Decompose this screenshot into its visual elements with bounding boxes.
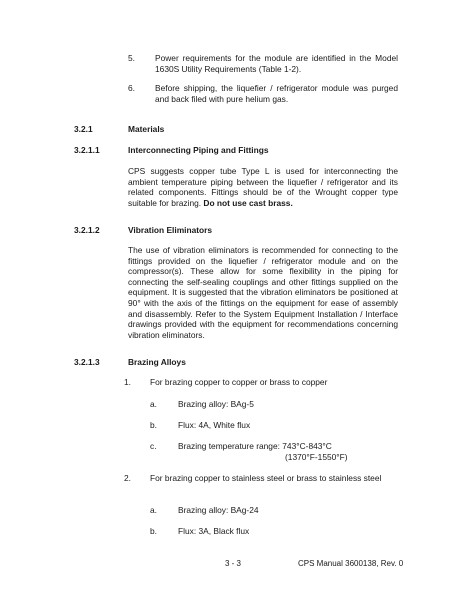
list-number: 1. xyxy=(124,377,131,387)
sub-item-text-continued: (1370°F-1550°F) xyxy=(285,452,348,462)
section-paragraph xyxy=(128,166,398,208)
section-number: 3.2.1 xyxy=(74,124,93,134)
section-paragraph: The use of vibration eliminators is recommended for connecting to the fittings provided on the liquefier / refrigerator module and on the compressor(s). These allow for some flexibility in the piping for connecting the self-sealing couplings and other fittings supplied on the equipment. It is suggested that the vibration eliminators be positioned at 90° with the axis of the fittings on the equipment for ease of assembly and disassembly. Refer to the System Equipment Installation / Interface drawings provided with the equipment for recommendations concerning vibration eliminators. xyxy=(128,245,398,340)
warning-text: Do not use cast brass. xyxy=(203,197,293,208)
sub-item-text: Flux: 4A, White flux xyxy=(178,420,251,430)
section-title: Interconnecting Piping and Fittings xyxy=(128,145,269,155)
sub-item-letter: a. xyxy=(150,399,157,409)
sub-item-letter: b. xyxy=(150,420,157,430)
section-number: 3.2.1.1 xyxy=(74,145,100,155)
sub-item-text: Brazing alloy: BAg-24 xyxy=(178,505,259,515)
section-number: 3.2.1.3 xyxy=(74,357,100,367)
sub-item-text: Brazing alloy: BAg-5 xyxy=(178,399,254,409)
manual-reference: CPS Manual 3600138, Rev. 0 xyxy=(298,559,404,568)
sub-item-letter: c. xyxy=(150,441,157,451)
sub-item-text: Flux: 3A, Black flux xyxy=(178,526,250,536)
list-item-text: Power requirements for the module are identified in the Model 1630S Utility Requirements (Table 1-2). xyxy=(155,53,398,74)
sub-item-letter: b. xyxy=(150,526,157,536)
list-number: 5. xyxy=(128,53,135,63)
list-number: 6. xyxy=(128,83,135,93)
list-number: 2. xyxy=(124,473,131,483)
section-title: Brazing Alloys xyxy=(128,357,186,367)
list-item-text: Before shipping, the liquefier / refrigerator module was purged and back filed with pure helium gas. xyxy=(155,83,398,104)
list-item-text: For brazing copper to copper or brass to copper xyxy=(150,377,328,387)
page-number: 3 - 3 xyxy=(225,559,242,568)
list-item-text: For brazing copper to stainless steel or brass to stainless steel xyxy=(150,473,382,483)
section-title: Materials xyxy=(128,124,165,134)
paragraph-text: CPS suggests copper tube Type L is used for interconnecting the ambient temperature piping between the liquefier / refrigerator and its related components. Fittings should be of the Wrought copper type suitable for brazing. xyxy=(128,166,398,208)
sub-item-letter: a. xyxy=(150,505,157,515)
sub-item-text: Brazing temperature range: 743°C-843°C xyxy=(178,441,332,451)
section-title: Vibration Eliminators xyxy=(128,225,213,235)
section-number: 3.2.1.2 xyxy=(74,225,100,235)
